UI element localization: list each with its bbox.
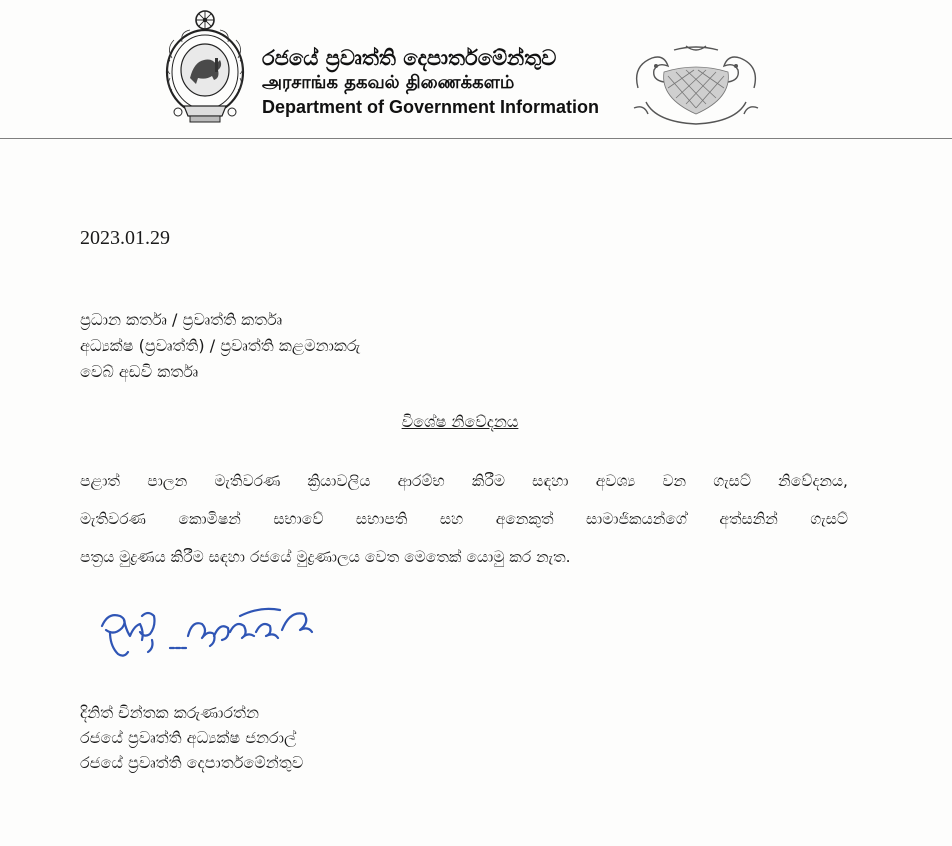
recipient-line: අධ්‍යක්ෂ (ප්‍රවෘත්ති) / ප්‍රවෘත්ති කළමනාකරු: [80, 336, 361, 355]
department-name-tamil: அரசாங்க தகவல் திணைக்களம்: [262, 72, 515, 93]
letter-date: 2023.01.29: [80, 227, 170, 249]
recipient-line: වෙබ් අඩවි කර්තෘ: [80, 362, 199, 381]
signatory-name: දිනිත් චින්තක කරුණාරත්න: [80, 703, 259, 722]
department-name-sinhala: රජයේ ප්‍රවෘත්ති දෙපාර්තමේන්තුව: [262, 46, 557, 70]
notice-title: විශේෂ නිවේදනය: [401, 412, 519, 431]
recipient-line: ප්‍රධාන කර්තෘ / ප්‍රවෘත්ති කර්තෘ: [80, 310, 283, 329]
decorative-ornament-icon: [628, 42, 764, 128]
signatory-block: [80, 700, 303, 775]
notice-line: පළාත් පාලන මැතිවරණ ක්‍රියාවලිය ආරම්භ කිරීම සඳහා අවශ්‍ය වන ගැසට් නිවේදනය,: [80, 472, 848, 490]
handwritten-signature: [90, 596, 330, 676]
signatory-department: රජයේ ප්‍රවෘත්ති දෙපාර්තමේන්තුව: [80, 753, 304, 772]
national-emblem-icon: [160, 8, 250, 128]
letterhead-names: [262, 46, 622, 119]
header-divider: [0, 138, 952, 139]
signatory-title: රජයේ ප්‍රවෘත්ති අධ්‍යක්ෂ ජනරාල්: [80, 728, 297, 747]
notice-line: මැතිවරණ කොමිෂන් සභාවේ සභාපති සහ අනෙකුත් සාමාජිකයන්ගේ අත්සනින් ගැසට්: [80, 510, 848, 528]
recipient-list: [80, 307, 360, 385]
notice-line: පත්‍රය මුද්‍රණය කිරීම සඳහා රජයේ මුද්‍රණාලය වෙත මෙතෙක් යොමු කර නැත.: [80, 548, 571, 566]
department-name-english: Department of Government Information: [262, 97, 600, 117]
notice-body: [80, 462, 848, 576]
